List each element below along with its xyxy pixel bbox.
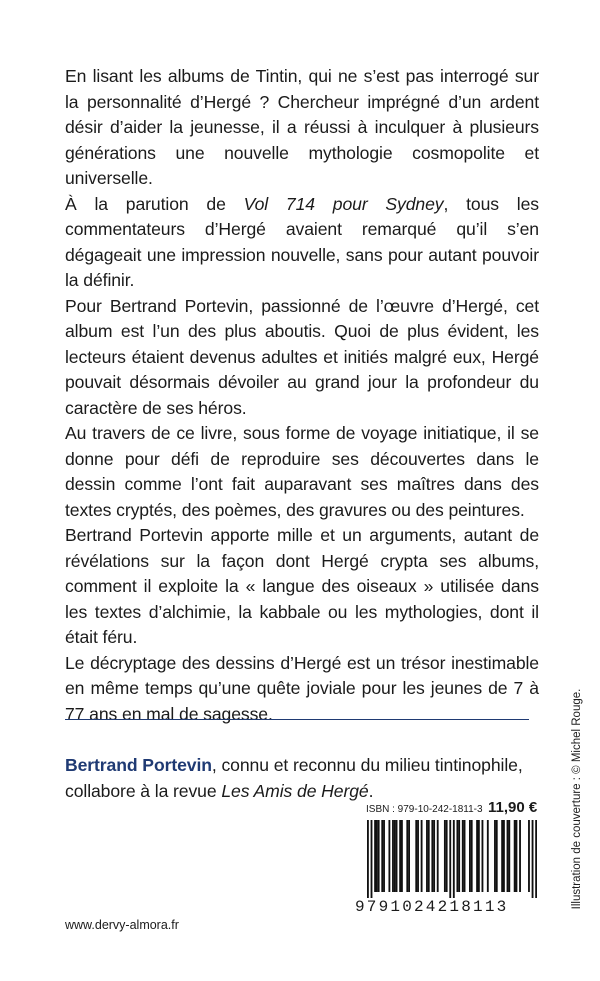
blurb-p2-before: À la parution de — [65, 193, 244, 214]
barcode-bar — [401, 820, 403, 892]
barcode-digits: 9791024218113 — [355, 898, 509, 916]
barcode-bar — [449, 820, 451, 898]
author-bio — [65, 753, 539, 804]
journal-title: Les Amis de Hergé — [221, 780, 369, 801]
barcode-bar — [406, 820, 408, 892]
album-title: Vol 714 pour Sydney — [243, 193, 444, 214]
barcode-bar — [532, 820, 534, 898]
barcode-bar — [469, 820, 471, 892]
barcode-bar — [446, 820, 448, 892]
barcode-bar — [415, 820, 417, 892]
barcode-bar — [528, 820, 530, 892]
barcode-bar — [478, 820, 480, 892]
blurb-paragraph-6: Le décryptage des dessins d’Hergé est un trésor inestimable en même temps qu’une quête joviale pour les jeunes de 7 à 77 ans en mal de sagesse. — [65, 652, 539, 724]
barcode-bar — [378, 820, 380, 892]
barcode-bar — [501, 820, 503, 892]
barcode-bar — [367, 820, 369, 898]
barcode-bar — [383, 820, 385, 892]
barcode-bar — [381, 820, 383, 892]
blurb-paragraph-5: Bertrand Portevin apporte mille et un arguments, autant de révélations sur la façon dont Hergé crypta ses albums, comment il exploite la « langue des oiseaux » utilisée dans les textes d’alchimie, la kabbale ou les mythologies, dont il était féru. — [65, 525, 539, 647]
price-label: 11,90 € — [488, 799, 538, 816]
blurb-paragraph-3: Pour Bertrand Portevin, passionné de l’œuvre d’Hergé, cet album est l’un des plus aboutis. Quoi de plus évident, les lecteurs étaient devenus adultes et initiés malgré eux, Hergé pouvait désormais dévoiler au grand jour la profondeur du caractère de ses héros. — [65, 295, 539, 418]
barcode-bar — [444, 820, 446, 892]
barcode — [367, 820, 537, 898]
cover-credit-text: Illustration de couverture : © Michel Rouge. — [571, 688, 583, 910]
barcode-bar — [462, 820, 464, 892]
barcode-bar — [456, 820, 458, 892]
barcode-bar — [388, 820, 390, 892]
barcode-bar — [514, 820, 516, 892]
barcode-bar — [487, 820, 489, 892]
barcode-bar — [392, 820, 394, 892]
barcode-bar — [371, 820, 373, 898]
barcode-bar — [503, 820, 505, 892]
barcode-bar — [431, 820, 433, 892]
back-cover-blurb — [65, 64, 539, 727]
publisher-website: www.dervy-almora.fr — [65, 918, 179, 932]
blurb-p2-after: , tous les commentateurs d’Hergé avaient remarqué qu’il s’en dégageait une impression nouvelle, sans pour autant pouvoir la définir. — [65, 193, 539, 290]
barcode-bar — [376, 820, 378, 892]
isbn-label: ISBN : 979-10-242-1811-3 — [366, 804, 483, 815]
barcode-bar — [519, 820, 521, 892]
divider-rule — [65, 719, 529, 720]
barcode-bar — [428, 820, 430, 892]
barcode-bar — [476, 820, 478, 892]
barcode-bar — [508, 820, 510, 892]
barcode-bar — [482, 820, 484, 892]
blurb-paragraph-4: Au travers de ce livre, sous forme de voyage initiatique, il se donne pour défi de reproduire ses découvertes dans le dessin comme l’ont fait auparavant ses maîtres dans des textes cryptés, des poèmes, des gravures ou des peintures. — [65, 423, 539, 520]
barcode-bar — [394, 820, 396, 892]
barcode-bar — [535, 820, 537, 898]
barcode-bar — [374, 820, 376, 892]
author-bio-text — [65, 753, 539, 804]
barcode-bar — [421, 820, 423, 892]
author-bio-before: , connu et reconnu du milieu tintinophile, collabore à la revue — [65, 755, 523, 801]
author-bio-after: . — [368, 780, 374, 801]
barcode-bar — [516, 820, 518, 892]
blurb-paragraph-2 — [65, 192, 539, 294]
barcode-bar — [417, 820, 419, 892]
barcode-bar — [496, 820, 498, 892]
barcode-bar — [507, 820, 509, 892]
barcode-bar — [399, 820, 401, 892]
barcode-graphic — [367, 820, 537, 898]
barcode-bar — [471, 820, 473, 892]
barcode-bar — [458, 820, 460, 892]
barcode-bar — [433, 820, 435, 892]
blurb-paragraph-1: En lisant les albums de Tintin, qui ne s’est pas interrogé sur la personnalité d’Hergé ? Chercheur imprégné d’un ardent désir d’aider la jeunesse, il a réussi à inculquer à plusieurs générations une nouvelle mythologie cosmopolite et universelle. — [65, 66, 539, 188]
barcode-bar — [464, 820, 466, 892]
barcode-bar — [408, 820, 410, 892]
barcode-bar — [437, 820, 439, 892]
author-name: Bertrand Portevin — [65, 755, 212, 775]
barcode-bar — [453, 820, 455, 898]
barcode-bar — [494, 820, 496, 892]
barcode-bar — [426, 820, 428, 892]
barcode-bar — [396, 820, 398, 892]
